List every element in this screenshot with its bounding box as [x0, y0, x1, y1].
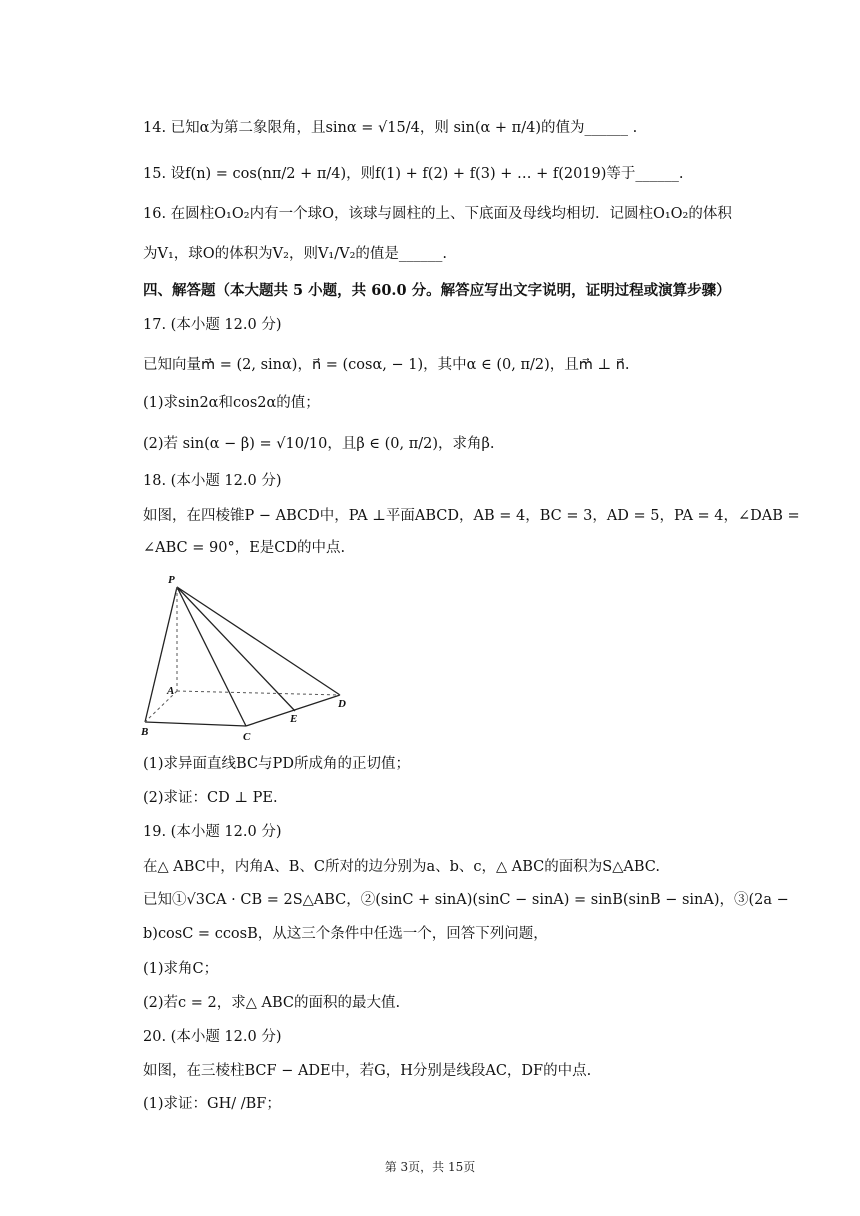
question-15: 15. 设f(n) = cos(nπ/2 + π/4)，则f(1) + f(2) + f(3) + … + f(2019)等于______.: [143, 166, 684, 182]
question-19-part-2: (2)若c = 2，求△ ABC的面积的最大值.: [143, 995, 401, 1011]
question-20-part-1: (1)求证：GH/ /BF；: [143, 1096, 281, 1112]
label-p: P: [168, 574, 175, 586]
pyramid-figure: [135, 570, 355, 745]
question-18-part-1: (1)求异面直线BC与PD所成角的正切值；: [143, 756, 410, 772]
question-19-stem: 在△ ABC中，内角A、B、C所对的边分别为a、b、c，△ ABC的面积为S△ABC.: [143, 859, 660, 875]
question-17-stem: 已知向量m⃗ = (2, sinα)，n⃗ = (cosα, − 1)，其中α ∈ (0, π/2)，且m⃗ ⊥ n⃗.: [143, 357, 630, 373]
question-17-part-1: (1)求sin2α和cos2α的值；: [143, 395, 320, 411]
question-18-stem-1: 如图，在四棱锥P − ABCD中，PA ⊥平面ABCD，AB = 4，BC = 3，AD = 5，PA = 4，∠DAB =: [143, 508, 800, 524]
label-a: A: [167, 685, 175, 697]
section-heading: 四、解答题（本大题共 5 小题，共 60.0 分。解答应写出文字说明，证明过程或演算步骤）: [143, 282, 731, 299]
question-19-part-1: (1)求角C；: [143, 961, 219, 977]
label-d: D: [338, 698, 346, 710]
question-19-conditions-2: b)cosC = ccosB，从这三个条件中任选一个，回答下列问题，: [143, 926, 548, 942]
question-20-stem: 如图，在三棱柱BCF − ADE中，若G，H分别是线段AC，DF的中点.: [143, 1063, 592, 1079]
question-20-header: 20. (本小题 12.0 分): [143, 1029, 282, 1045]
question-17-header: 17. (本小题 12.0 分): [143, 317, 282, 333]
question-19-header: 19. (本小题 12.0 分): [143, 824, 282, 840]
question-17-part-2: (2)若 sin(α − β) = √10/10，且β ∈ (0, π/2)，求角β.: [143, 436, 495, 452]
question-18-part-2: (2)求证：CD ⊥ PE.: [143, 790, 278, 806]
question-16-line-1: 16. 在圆柱O₁O₂内有一个球O，该球与圆柱的上、下底面及母线均相切．记圆柱O₁O₂的体积: [143, 206, 732, 222]
question-18-stem-2: ∠ABC = 90°，E是CD的中点.: [143, 540, 346, 556]
label-e: E: [290, 713, 298, 725]
question-18-header: 18. (本小题 12.0 分): [143, 473, 282, 489]
page-footer: 第 3页，共 15页: [384, 1160, 476, 1174]
label-b: B: [141, 726, 149, 738]
question-19-conditions-1: 已知①√3CA · CB = 2S△ABC，②(sinC + sinA)(sinC − sinA) = sinB(sinB − sinA)，③(2a −: [143, 892, 789, 908]
label-c: C: [243, 731, 251, 743]
question-14: 14. 已知α为第二象限角，且sinα = √15/4，则 sin(α + π/4)的值为______ .: [143, 120, 638, 136]
question-16-line-2: 为V₁，球O的体积为V₂，则V₁/V₂的值是______.: [143, 246, 448, 262]
